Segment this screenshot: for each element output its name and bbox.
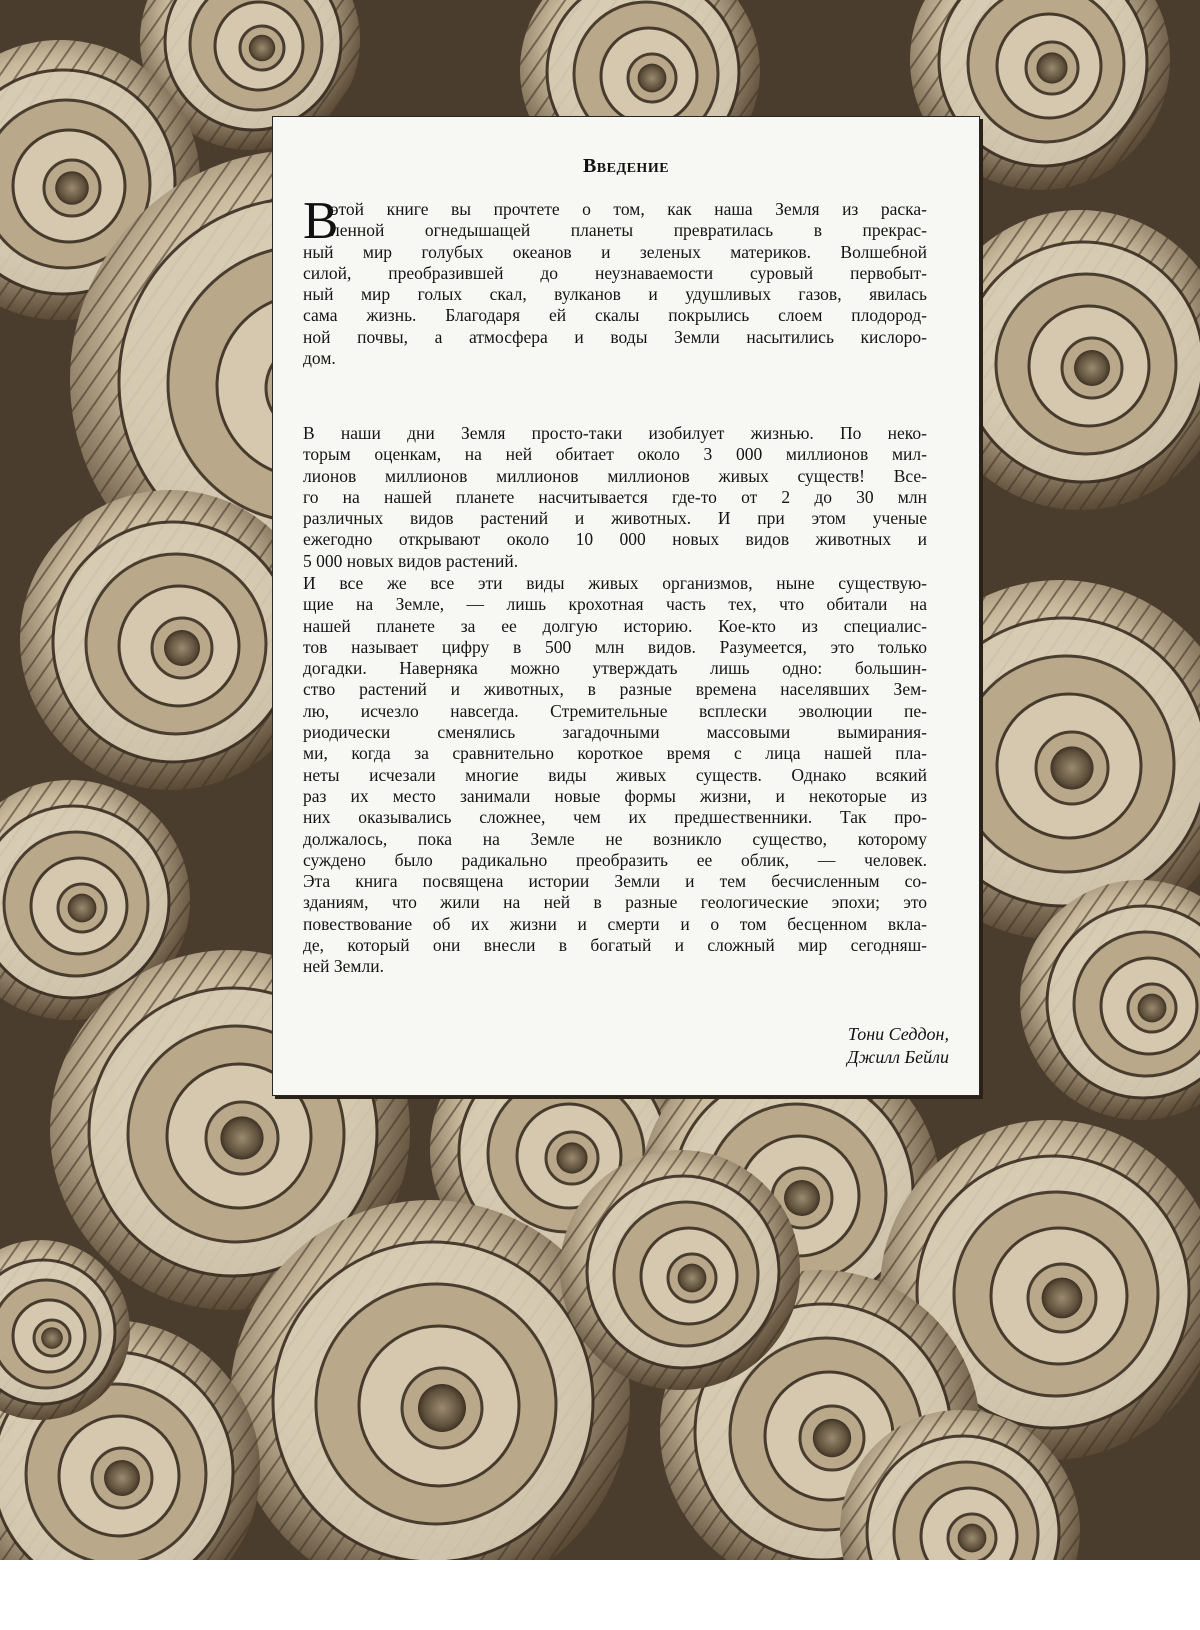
text-line: неты исчезали многие виды живых существ. Однако всякий	[303, 764, 927, 785]
text-line: зданиям, что жили на ней в разные геологические эпохи; это	[303, 892, 927, 913]
paragraph-3	[303, 573, 927, 978]
text-line: различных видов растений и животных. И при этом ученые	[303, 508, 927, 529]
text-line: торым оценкам, на ней обитает около 3 000 миллионов мил-	[303, 444, 927, 465]
introduction-title: Введение	[582, 155, 670, 177]
text-line: 5 000 новых видов растений.	[303, 550, 519, 571]
text-line: щие на Земле, — лишь крохотная часть тех, что обитали на	[303, 594, 927, 615]
text-line: силой, преобразившей до неузнаваемости суровый первобыт-	[303, 262, 927, 283]
paragraph-2	[303, 423, 927, 572]
text-line: этой книге вы прочтете о том, как наша Земля из раска-	[331, 199, 927, 219]
text-line: риодически сменялись загадочными массовыми вымирания-	[303, 722, 927, 743]
text-line: повествование об их жизни и смерти и о том бесценном вкла-	[303, 913, 927, 934]
text-line: Эта книга посвящена истории Земли и тем бесчисленным со-	[303, 871, 927, 892]
text-line: ной почвы, а атмосфера и воды Земли насытились кислоро-	[303, 326, 927, 347]
text-line: И все же все эти виды живых организмов, ныне существую-	[303, 573, 927, 593]
text-line: сама жизнь. Благодаря ей скалы покрылись слоем плодород-	[303, 305, 927, 326]
paragraph-1	[303, 192, 927, 369]
text-line: В наши дни Земля просто-таки изобилует жизнью. По неко-	[303, 423, 927, 443]
text-line: ный мир голых скал, вулканов и удушливых газов, явилась	[303, 284, 927, 305]
text-line: раз их место занимали новые формы жизни, и некоторые из	[303, 785, 927, 806]
text-line: го на нашей планете насчитывается где-то от 2 до 30 млн	[303, 486, 927, 507]
text-line: лионов миллионов миллионов миллионов живых существ! Все-	[303, 465, 927, 486]
author-signature	[847, 1023, 949, 1069]
text-line: дом.	[303, 348, 336, 369]
text-line: догадки. Наверняка можно утверждать лишь одно: большин-	[303, 658, 927, 679]
text-line: ней Земли.	[303, 956, 384, 977]
text-line: тов называет цифру в 500 млн видов. Разумеется, это только	[303, 636, 927, 657]
introduction-text-panel	[272, 116, 980, 1096]
text-line: де, который они внесли в богатый и сложный мир сегодняш-	[303, 935, 927, 956]
text-line: ежегодно открывают около 10 000 новых видов животных и	[303, 529, 927, 550]
text-line: ство растений и животных, в разные времена населявших Зем-	[303, 679, 927, 700]
text-line: ный мир голубых океанов и зеленых материков. Волшебной	[303, 241, 927, 262]
text-line: должалось, пока на Земле не возникло существо, которому	[303, 828, 927, 849]
text-line: ленной огнедышащей планеты превратилась в прекрас-	[331, 220, 927, 241]
text-line: ми, когда за сравнительно короткое время с лица нашей пла-	[303, 743, 927, 764]
text-line: суждено было радикально преобразить ее облик, — человек.	[303, 849, 927, 870]
text-line: лю, исчезло навсегда. Стремительные всплески эволюции пе-	[303, 700, 927, 721]
author-2: Джилл Бейли	[847, 1047, 949, 1067]
drop-cap: В	[303, 192, 339, 250]
text-line: нашей планете за ее долгую историю. Кое-кто из специалис-	[303, 615, 927, 636]
author-1: Тони Седдон,	[847, 1024, 949, 1044]
ammonite-shell	[560, 1150, 800, 1390]
text-line: них оказывались сложнее, чем их предшественники. Так про-	[303, 807, 927, 828]
